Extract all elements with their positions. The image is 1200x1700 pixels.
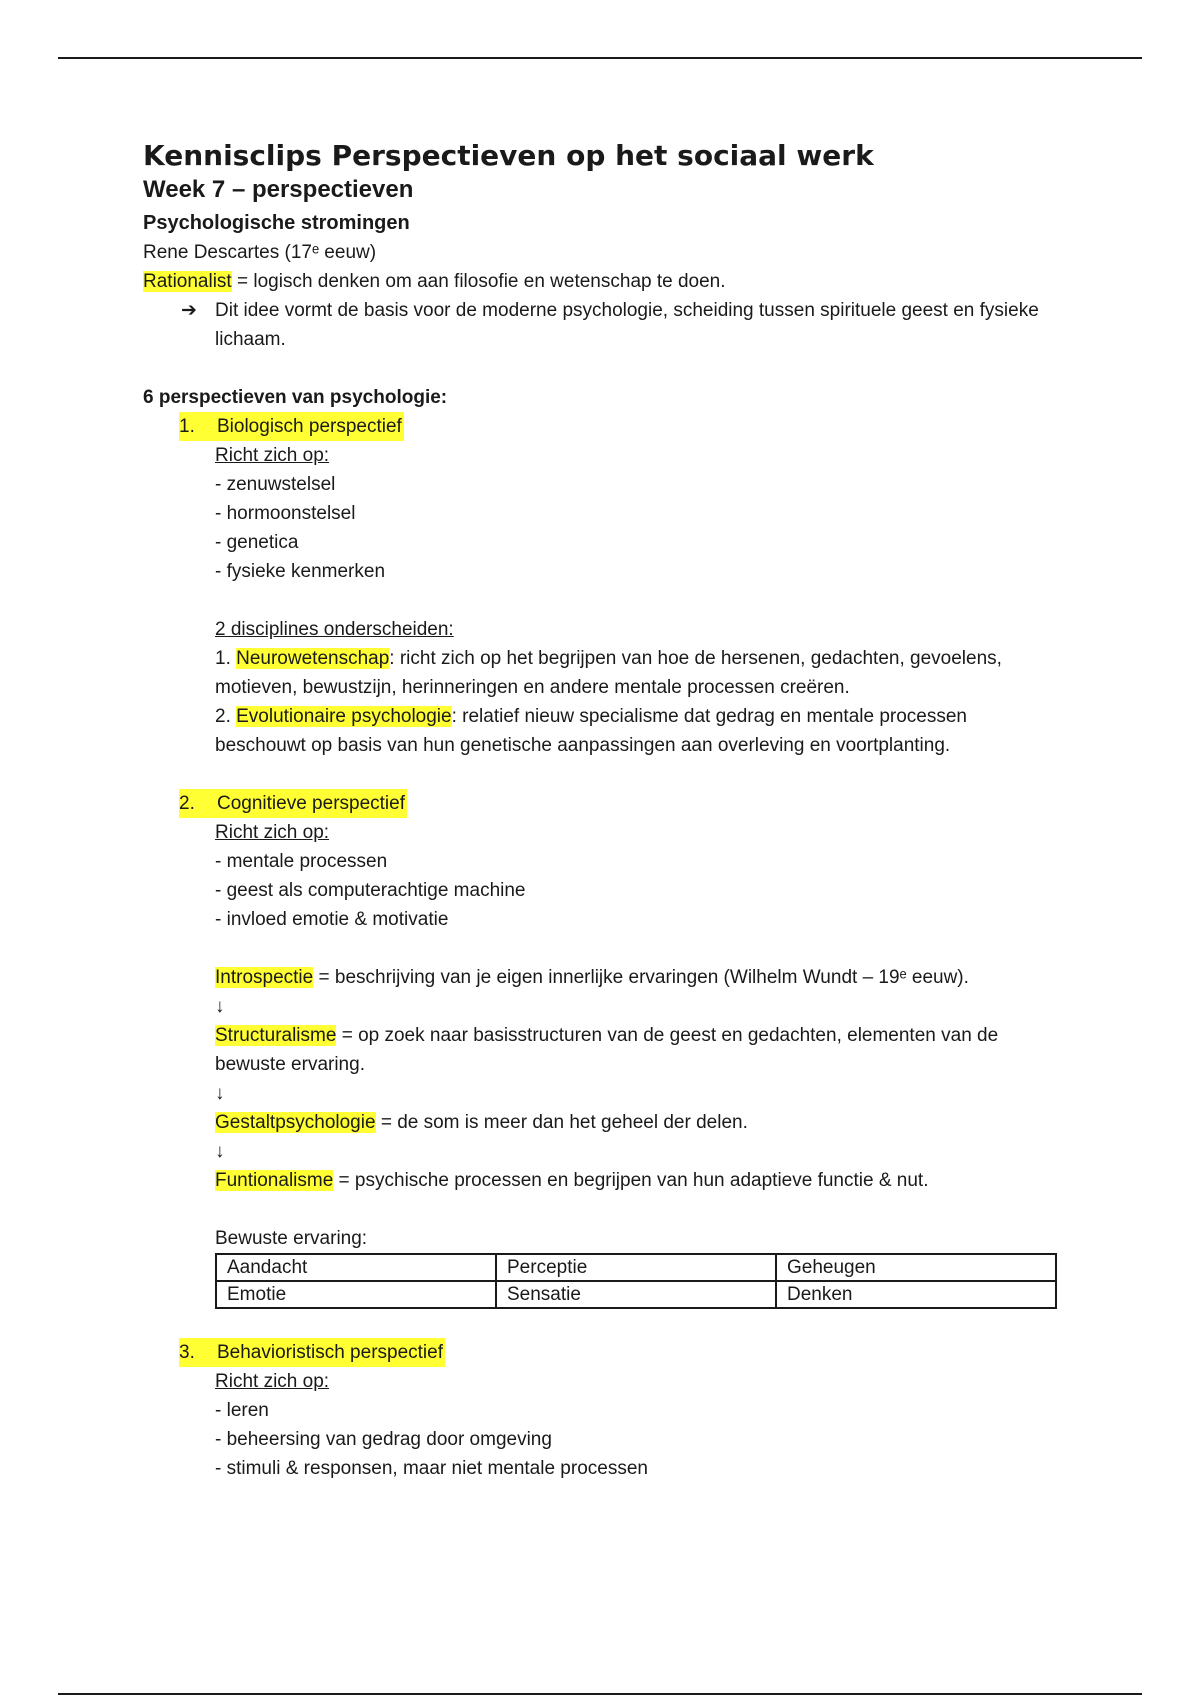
perspective-2-heading — [143, 789, 1063, 818]
funtionalisme-term: Funtionalisme — [215, 1170, 334, 1191]
table-row — [216, 1254, 1056, 1281]
table-cell: Denken — [776, 1281, 1056, 1308]
perspective-2-number: 2. — [179, 789, 217, 818]
table-cell: Perceptie — [496, 1254, 776, 1281]
header-rule — [58, 57, 1142, 59]
down-arrow-icon: ↓ — [215, 1083, 225, 1104]
discipline-2 — [215, 702, 1063, 760]
disciplines-label: 2 disciplines onderscheiden: — [215, 619, 454, 640]
section-heading: Psychologische stromingen — [143, 212, 410, 234]
discipline-1-text: : richt zich op het begrijpen van hoe de hersenen, gedachten, gevoelens, motieven, bewustzijn, herinneringen en andere mentale processen creëren. — [215, 648, 1002, 698]
focus-label: Richt zich op: — [215, 1371, 330, 1392]
discipline-1 — [215, 644, 1063, 702]
list-item: - zenuwstelsel — [215, 474, 336, 495]
table-cell: Geheugen — [776, 1254, 1056, 1281]
perspective-3-heading — [143, 1338, 1063, 1367]
discipline-2-text: : relatief nieuw specialisme dat gedrag en mentale processen beschouwt op basis van hun genetische aanpassingen aan overleving en voortplanting. — [215, 706, 967, 756]
introspectie-term: Introspectie — [215, 967, 314, 988]
descartes-line: Rene Descartes (17ᵉ eeuw) — [143, 242, 377, 263]
gestalt-term: Gestaltpsychologie — [215, 1112, 376, 1133]
six-perspectives-heading: 6 perspectieven van psychologie: — [143, 387, 448, 408]
table-cell: Sensatie — [496, 1281, 776, 1308]
bewuste-ervaring-table — [215, 1253, 1057, 1309]
focus-label: Richt zich op: — [215, 822, 330, 843]
list-item: - invloed emotie & motivatie — [215, 909, 449, 930]
structuralisme-text: = op zoek naar basisstructuren van de geest en gedachten, elementen van de bewuste ervaring. — [215, 1025, 999, 1075]
down-arrow-icon: ↓ — [215, 996, 225, 1017]
gestalt-definition — [215, 1108, 1063, 1137]
table-row — [216, 1281, 1056, 1308]
list-item: - beheersing van gedrag door omgeving — [215, 1429, 552, 1450]
perspective-3-content — [143, 1367, 1063, 1483]
list-item: - leren — [215, 1400, 269, 1421]
list-item: - mentale processen — [215, 851, 388, 872]
perspective-2-content — [143, 818, 1063, 1253]
discipline-1-number: 1. — [215, 648, 237, 669]
footer-rule — [58, 1693, 1142, 1695]
discipline-2-term: Evolutionaire psychologie — [236, 706, 452, 727]
perspective-3-number: 3. — [179, 1338, 217, 1367]
list-item: - genetica — [215, 532, 299, 553]
discipline-2-number: 2. — [215, 706, 237, 727]
rationalist-term: Rationalist — [143, 271, 232, 292]
document-body — [143, 138, 1063, 1483]
structuralisme-definition — [215, 1021, 1063, 1079]
right-arrow-icon: ➔ — [181, 300, 197, 321]
ervaring-label: Bewuste ervaring: — [215, 1228, 368, 1249]
list-item: - fysieke kenmerken — [215, 561, 386, 582]
perspective-1-number: 1. — [179, 412, 217, 441]
list-item: - geest als computerachtige machine — [215, 880, 526, 901]
discipline-1-term: Neurowetenschap — [236, 648, 390, 669]
perspective-1-heading — [143, 412, 1063, 441]
funtionalisme-text: = psychische processen en begrijpen van hun adaptieve functie & nut. — [333, 1170, 929, 1191]
arrow-note-text: Dit idee vormt de basis voor de moderne psychologie, scheiding tussen spirituele geest en fysieke lichaam. — [215, 300, 1039, 350]
list-item: - hormoonstelsel — [215, 503, 356, 524]
introspectie-text: = beschrijving van je eigen innerlijke ervaringen (Wilhelm Wundt – 19ᵉ eeuw). — [313, 967, 969, 988]
perspective-2-title: Cognitieve perspectief — [217, 789, 407, 818]
down-arrow-icon: ↓ — [215, 1141, 225, 1162]
perspective-3-title: Behavioristisch perspectief — [217, 1338, 445, 1367]
structuralisme-term: Structuralisme — [215, 1025, 337, 1046]
perspective-1-title: Biologisch perspectief — [217, 412, 404, 441]
arrow-note — [143, 296, 1063, 354]
table-cell: Emotie — [216, 1281, 496, 1308]
gestalt-text: = de som is meer dan het geheel der delen. — [375, 1112, 748, 1133]
focus-label: Richt zich op: — [215, 445, 330, 466]
funtionalisme-definition — [215, 1166, 1063, 1195]
list-item: - stimuli & responsen, maar niet mentale processen — [215, 1458, 648, 1479]
document-title: Kennisclips Perspectieven op het sociaal werk — [143, 139, 874, 172]
table-cell: Aandacht — [216, 1254, 496, 1281]
rationalist-text: = logisch denken om aan filosofie en wetenschap te doen. — [231, 271, 726, 292]
week-subtitle: Week 7 – perspectieven — [143, 176, 414, 203]
rationalist-definition — [143, 267, 1063, 296]
perspective-1-content — [143, 441, 1063, 760]
introspectie-definition — [215, 963, 1063, 992]
